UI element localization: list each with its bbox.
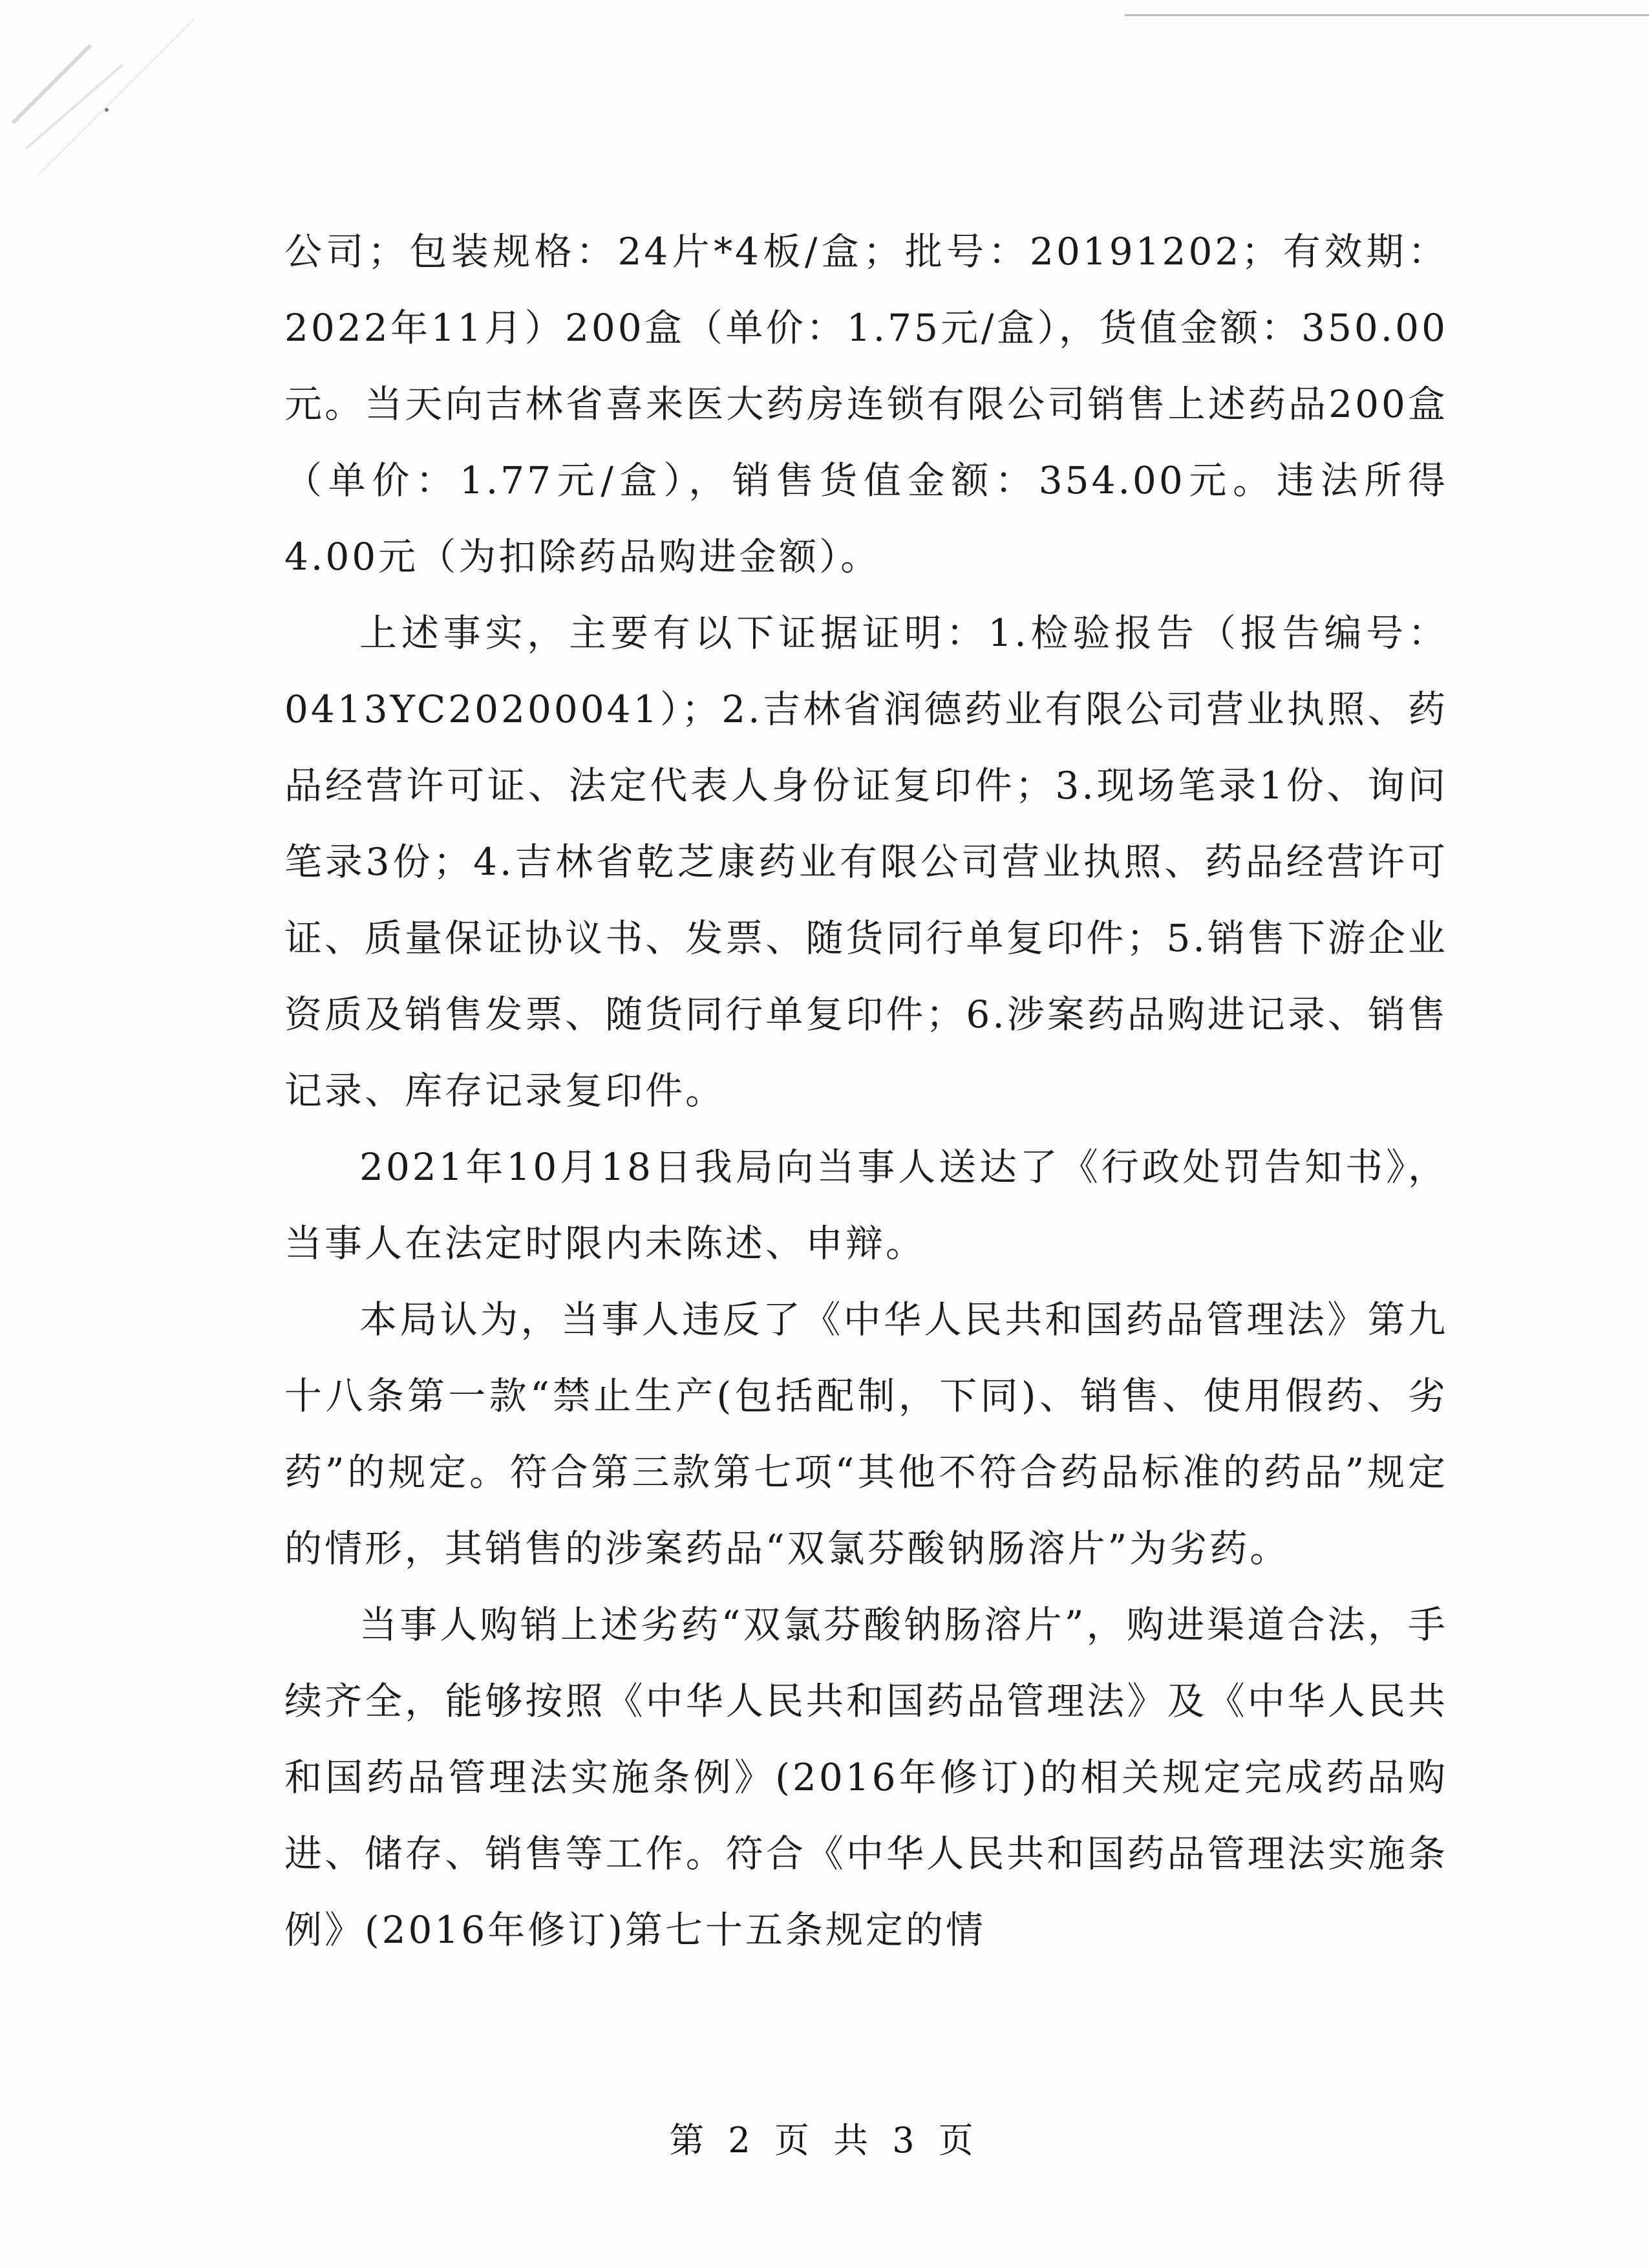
paragraph-goods-value: 公司；包装规格：24片*4板/盒；批号：20191202；有效期：2022年11月）200盒（单价：1.75元/盒），货值金额：350.00元。当天向吉林省喜来医大药房连锁有限公司销售上述药品200盒（单价：1.77元/盒），销售货值金额：354.00元。违法所得4.00元（为扣除药品购进金额）。: [284, 230, 1448, 579]
paragraph-evidence: 上述事实，主要有以下证据证明：1.检验报告（报告编号：0413YC20200041）；2.吉林省润德药业有限公司营业执照、药品经营许可证、法定代表人身份证复印件；3.现场笔录1份、询问笔录3份；4.吉林省乾芝康药业有限公司营业执照、药品经营许可证、质量保证协议书、发票、随货同行单复印件；5.销售下游企业资质及销售发票、随货同行单复印件；6.涉案药品购进记录、销售记录、库存记录复印件。: [284, 611, 1448, 1113]
document-body: [284, 213, 1448, 1968]
paragraph-mitigation: 当事人购销上述劣药“双氯芬酸钠肠溶片”，购进渠道合法，手续齐全，能够按照《中华人民共和国药品管理法》及《中华人民共和国药品管理法实施条例》(2016年修订)的相关规定完成药品购进、储存、销售等工作。符合《中华人民共和国药品管理法实施条例》(2016年修订)第七十五条规定的情: [284, 1603, 1448, 1952]
page-number-footer: 第 2 页 共 3 页: [669, 2120, 980, 2161]
paragraph-violation-finding: 本局认为，当事人违反了《中华人民共和国药品管理法》第九十八条第一款“禁止生产(包括配制，下同)、销售、使用假药、劣药”的规定。符合第三款第七项“其他不符合药品标准的药品”规定的情形，其销售的涉案药品“双氯芬酸钠肠溶片”为劣药。: [284, 1298, 1448, 1570]
paragraph-notice-delivery: 2021年10月18日我局向当事人送达了《行政处罚告知书》，当事人在法定时限内未陈述、申辩。: [284, 1145, 1448, 1265]
top-edge-line: [1125, 14, 1649, 16]
scan-fold-mark: [0, 0, 220, 194]
